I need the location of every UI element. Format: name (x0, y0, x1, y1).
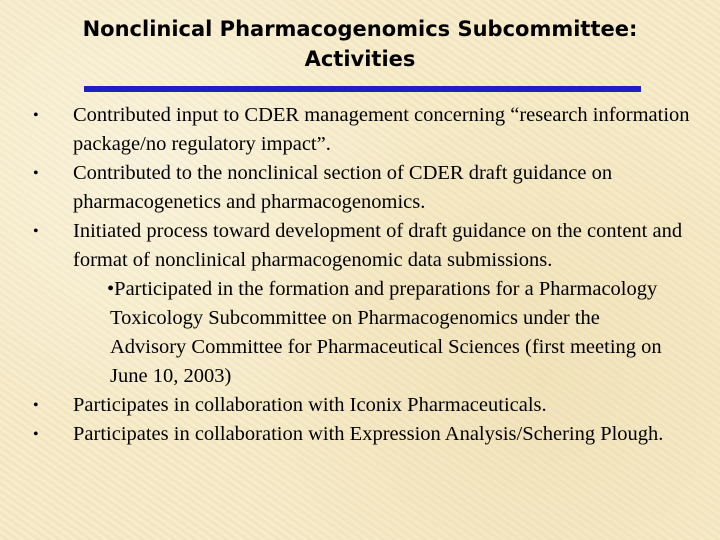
bullet-text: Contributed input to CDER management concerning “research information package/no regulatory impact”. (73, 104, 690, 155)
slide-title (0, 14, 720, 74)
bullet-text: Initiated process toward development of draft guidance on the content and format of nonclinical pharmacogenomic data submissions. (73, 220, 683, 271)
bullet-marker: • (33, 223, 39, 240)
title-divider-rule (84, 86, 641, 92)
bullet-text: Participates in collaboration with Iconix Pharmaceuticals. (73, 394, 547, 416)
sub-bullet-text: •Participated in the formation and preparations for a Pharmacology Toxicology Subcommittee on Pharmacogenomics under the Advisory Committee for Pharmaceutical Sciences (first meeting on June 10, 2003) (107, 278, 662, 387)
bullet-marker: • (33, 165, 39, 182)
slide-title-line-1: Nonclinical Pharmacogenomics Subcommittee: (82, 17, 638, 41)
bullet-item-2 (0, 159, 713, 217)
bullet-text: Contributed to the nonclinical section of CDER draft guidance on pharmacogenetics and pharmacogenomics. (73, 162, 613, 213)
bullet-item-1 (0, 101, 713, 159)
bullet-item-4 (0, 391, 713, 420)
bullet-marker: • (33, 397, 39, 414)
bullet-item-5 (0, 420, 713, 449)
bullet-item-3 (0, 217, 713, 275)
bullet-list (0, 101, 720, 449)
sub-bullet-item (0, 275, 670, 391)
bullet-marker: • (33, 426, 39, 443)
slide-title-line-2: Activities (304, 47, 416, 71)
bullet-text: Participates in collaboration with Expression Analysis/Schering Plough. (73, 423, 664, 445)
bullet-marker: • (33, 107, 39, 124)
